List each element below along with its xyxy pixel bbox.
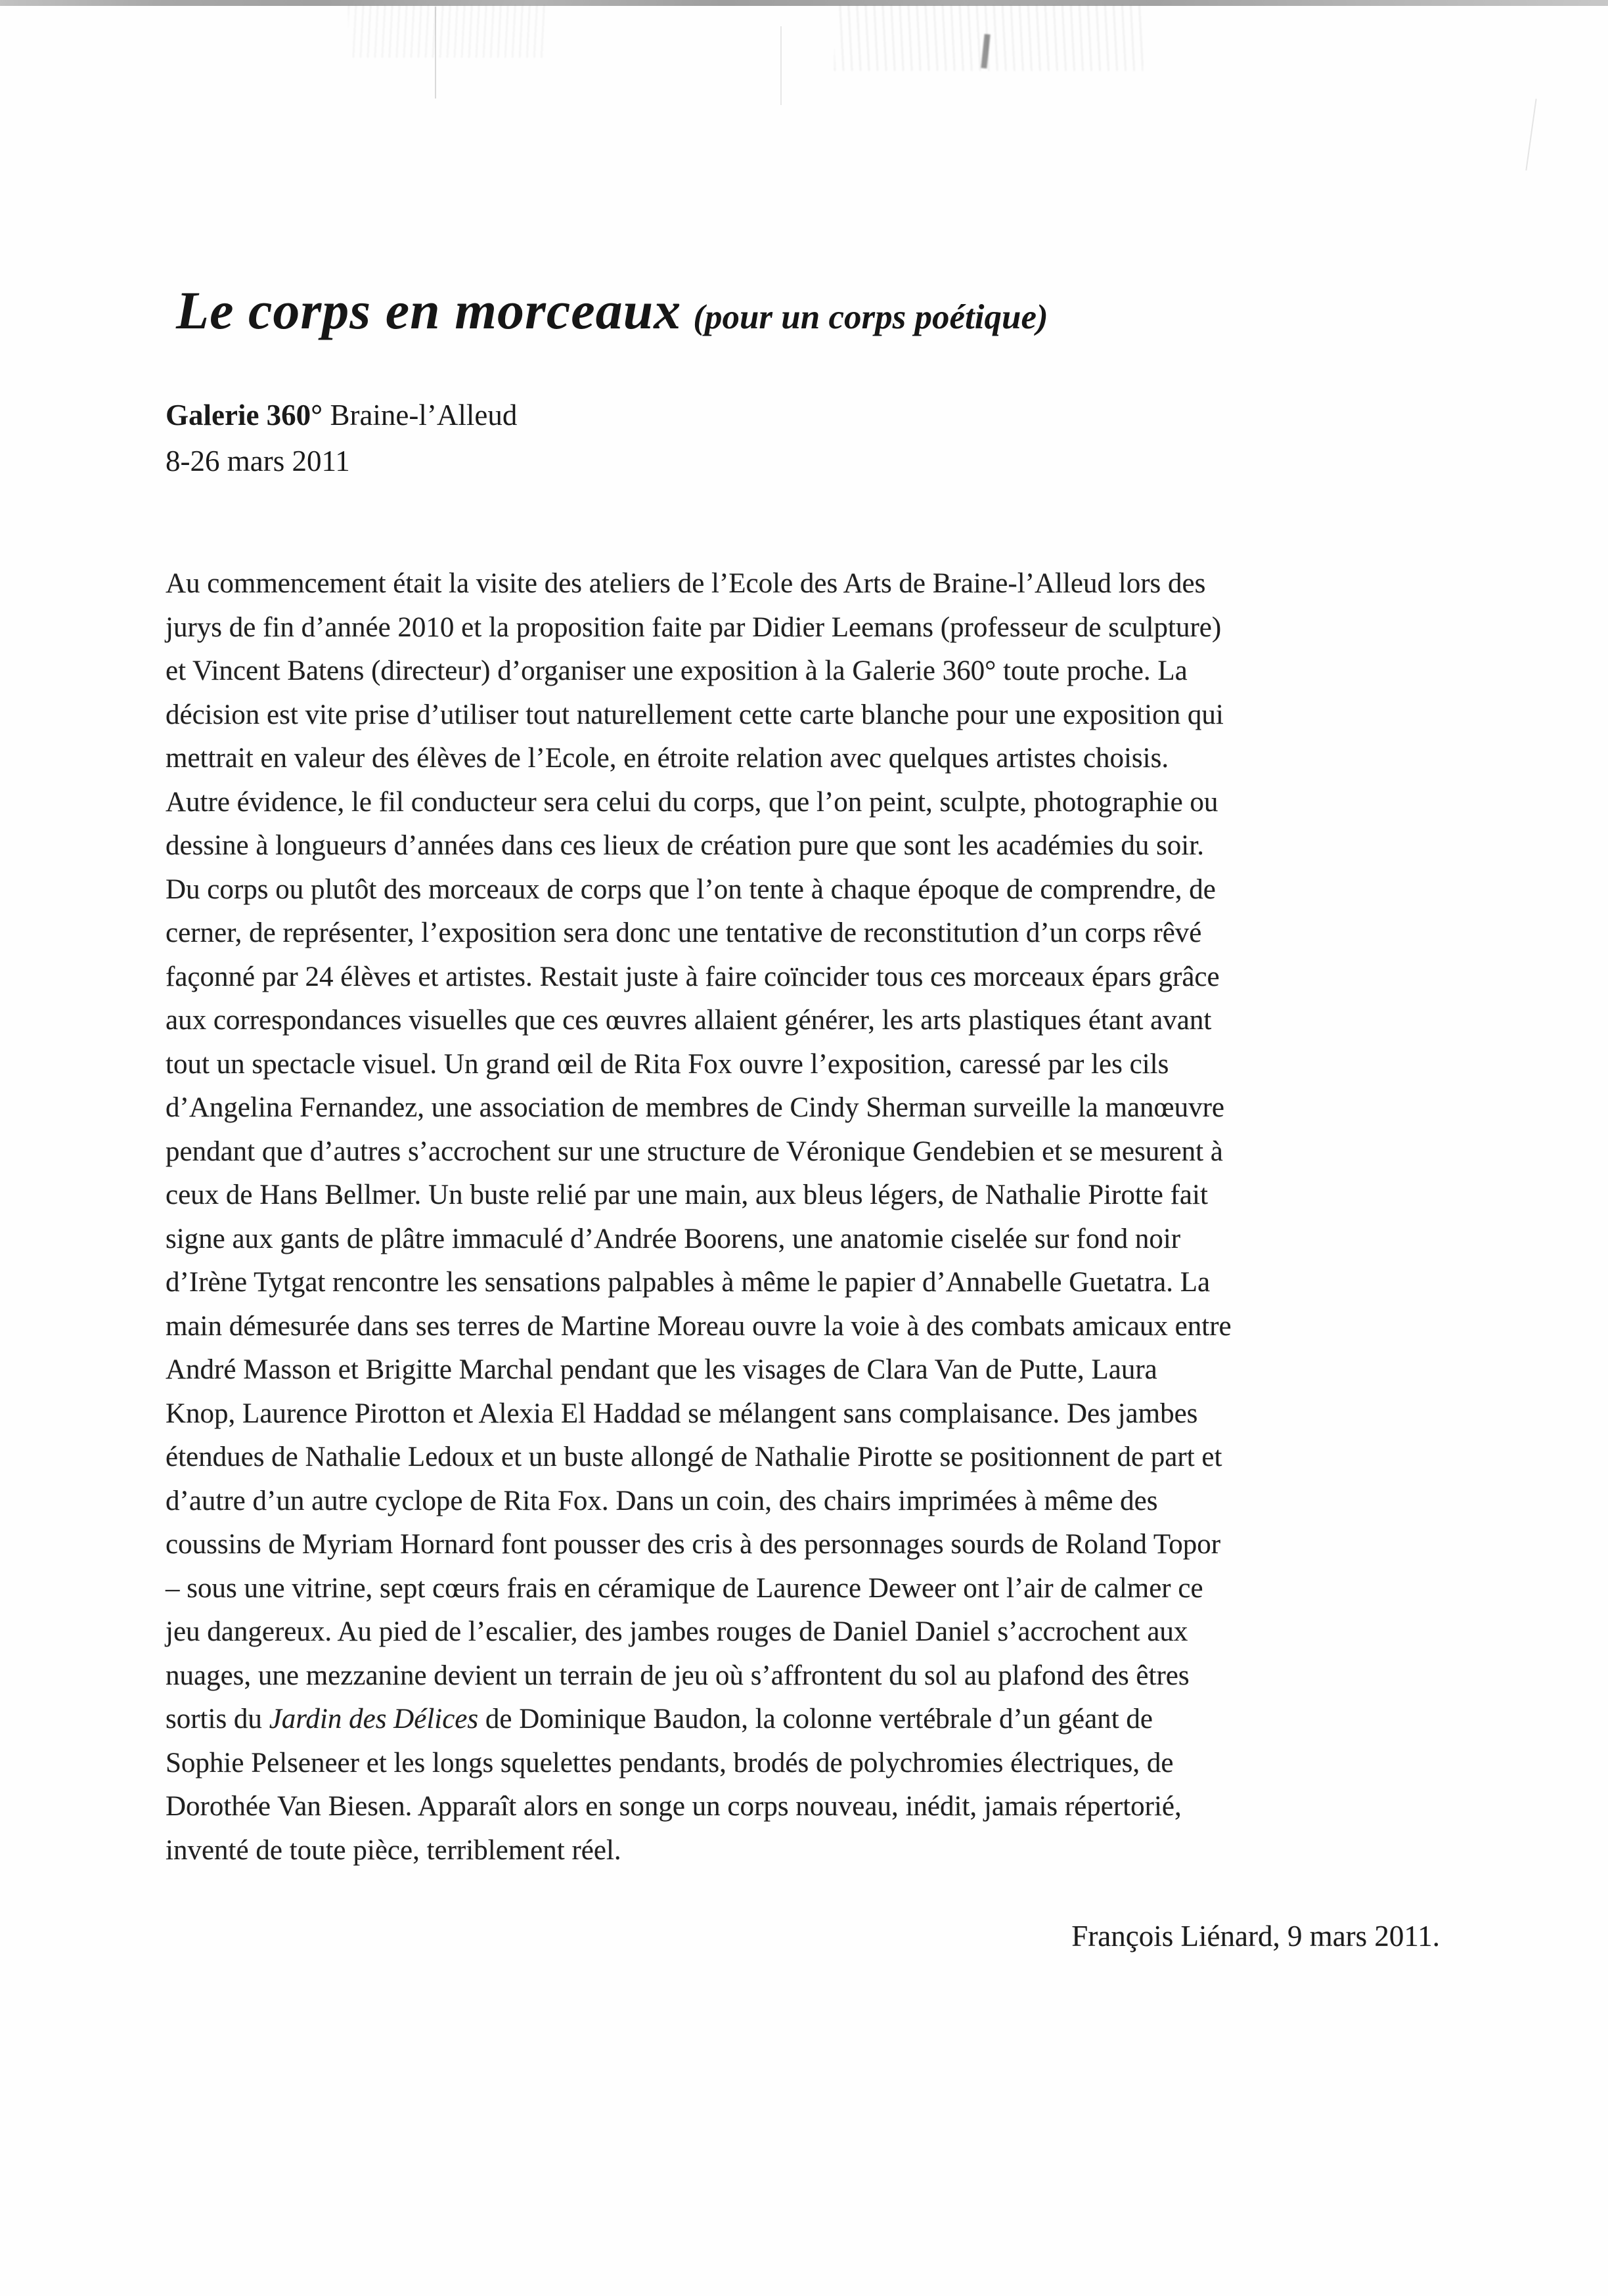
signature-line: François Liénard, 9 mars 2011. [1071, 1920, 1440, 1953]
body-line: André Masson et Brigitte Marchal pendant que les visages de Clara Van de Putte, Laura [166, 1354, 1157, 1385]
body-line: étendues de Nathalie Ledoux et un buste allongé de Nathalie Pirotte se positionnent de part et [166, 1442, 1222, 1472]
scan-artifact-hairline [1525, 99, 1536, 170]
exhibition-dates: 8-26 mars 2011 [166, 445, 350, 477]
document-title-main: Le corps en morceaux [176, 280, 682, 340]
venue-city: Braine-l’Alleud [323, 399, 518, 431]
body-line: pendant que d’autres s’accrochent sur une structure de Véronique Gendebien et se mesurent à [166, 1136, 1223, 1167]
body-line: d’autre d’un autre cyclope de Rita Fox. Dans un coin, des chairs imprimées à même des [166, 1485, 1158, 1516]
body-line: sortis du Jardin des Délices de Dominique Baudon, la colonne vertébrale d’un géant de [166, 1704, 1153, 1734]
body-line: Knop, Laurence Pirotton et Alexia El Haddad se mélangent sans complaisance. Des jambes [166, 1398, 1198, 1429]
body-line: Sophie Pelseneer et les longs squelettes pendants, brodés de polychromies électriques, de [166, 1747, 1174, 1778]
body-line: d’Irène Tytgat rencontre les sensations palpables à même le papier d’Annabelle Guetatra. La [166, 1267, 1211, 1298]
body-line: jurys de fin d’année 2010 et la proposition faite par Didier Leemans (professeur de sculpture) [166, 611, 1222, 643]
body-line: coussins de Myriam Hornard font pousser des cris à des personnages sourds de Roland Topor [166, 1529, 1221, 1560]
document-title-subtitle: (pour un corps poétique) [693, 298, 1048, 336]
body-line: mettrait en valeur des élèves de l’Ecole, en étroite relation avec quelques artistes choisis. [166, 743, 1169, 774]
scan-artifact-hairline [780, 26, 782, 105]
body-line: main démesurée dans ses terres de Martine Moreau ouvre la voie à des combats amicaux entre [166, 1310, 1232, 1342]
body-line: aux correspondances visuelles que ces œuvres allaient générer, les arts plastiques étant avant [166, 1005, 1212, 1036]
body-line: signe aux gants de plâtre immaculé d’Andrée Boorens, une anatomie ciselée sur fond noir [166, 1223, 1181, 1254]
body-line: jeu dangereux. Au pied de l’escalier, des jambes rouges de Daniel Daniel s’accrochent aux [166, 1616, 1188, 1647]
body-line: inventé de toute pièce, terriblement réel. [166, 1834, 621, 1866]
scan-artifact-hairline [435, 7, 436, 99]
scan-artifact-smudge [348, 5, 545, 58]
venue-name: Galerie 360° [166, 399, 323, 431]
body-line: façonné par 24 élèves et artistes. Restait juste à faire coïncider tous ces morceaux épars grâce [166, 961, 1220, 992]
body-line: Du corps ou plutôt des morceaux de corps que l’on tente à chaque époque de comprendre, de [166, 873, 1216, 905]
body-line: Dorothée Van Biesen. Apparaît alors en songe un corps nouveau, inédit, jamais répertorié, [166, 1791, 1182, 1822]
body-line: Au commencement était la visite des ateliers de l’Ecole des Arts de Braine-l’Alleud lors des [166, 568, 1206, 599]
body-line: d’Angelina Fernandez, une association de membres de Cindy Sherman surveille la manœuvre [166, 1092, 1225, 1123]
body-line: tout un spectacle visuel. Un grand œil de Rita Fox ouvre l’exposition, caressé par les cils [166, 1048, 1169, 1080]
body-line: cerner, de représenter, l’exposition sera donc une tentative de reconstitution d’un corps rêvé [166, 917, 1202, 948]
body-line: dessine à longueurs d’années dans ces lieux de création pure que sont les académies du soir. [166, 830, 1204, 861]
body-line: décision est vite prise d’utiliser tout naturellement cette carte blanche pour une exposition qui [166, 699, 1224, 730]
body-line: Autre évidence, le fil conducteur sera celui du corps, que l’on peint, sculpte, photographie ou [166, 786, 1218, 818]
body-line: – sous une vitrine, sept cœurs frais en céramique de Laurence Deweer ont l’air de calmer ce [166, 1572, 1203, 1604]
venue-line [166, 398, 517, 432]
body-line: et Vincent Batens (directeur) d’organiser une exposition à la Galerie 360° toute proche. La [166, 655, 1188, 686]
body-paragraph [166, 562, 1473, 1872]
body-line: ceux de Hans Bellmer. Un buste relié par une main, aux bleus légers, de Nathalie Pirotte fait [166, 1180, 1208, 1210]
scan-artifact-top-strip [0, 0, 1608, 6]
document-title [176, 280, 1048, 342]
body-line: nuages, une mezzanine devient un terrain de jeu où s’affrontent du sol au plafond des êtres [166, 1660, 1190, 1691]
